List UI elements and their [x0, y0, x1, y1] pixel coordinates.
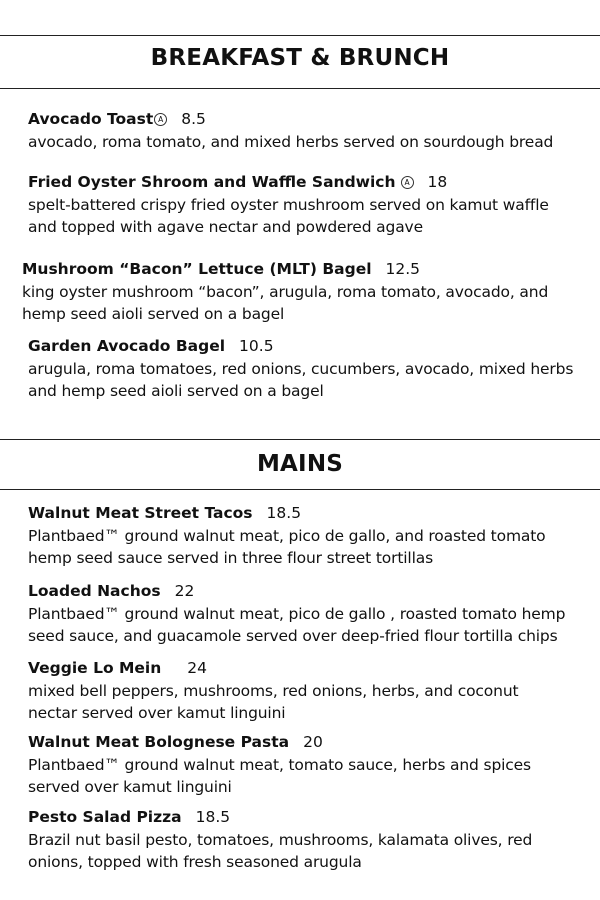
menu-item-garden-avocado-bagel [28, 336, 600, 402]
menu-item-fried-oyster-shroom-waffle-sandwich [28, 172, 600, 238]
menu-item-veggie-lo-mein [28, 658, 600, 724]
menu-item-name: Pesto Salad Pizza [28, 808, 182, 826]
menu-item-name: Fried Oyster Shroom and Waffle Sandwich [28, 173, 396, 191]
description-line: served over kamut linguini [28, 778, 232, 796]
menu-item-name: Garden Avocado Bagel [28, 337, 226, 355]
allergen-a-icon: A [401, 176, 414, 189]
menu-item-name: Mushroom “Bacon” Lettuce (MLT) Bagel [22, 260, 372, 278]
description-line: Plantbaed™ ground walnut meat, pico de gallo, and roasted tomato [28, 527, 546, 545]
mains-title-divider [0, 489, 600, 490]
menu-item-description [28, 358, 600, 402]
menu-item-header [28, 336, 600, 356]
menu-item-header [28, 581, 600, 601]
menu-item-header [28, 503, 600, 523]
menu-item-price: 18.5 [266, 504, 302, 522]
description-line: Plantbaed™ ground walnut meat, pico de gallo , roasted tomato hemp [28, 605, 566, 623]
description-line: arugula, roma tomatoes, red onions, cucumbers, avocado, mixed herbs [28, 360, 574, 378]
menu-item-description [28, 829, 600, 873]
menu-item-header [28, 732, 600, 752]
menu-item-description [28, 131, 600, 153]
menu-item-price: 22 [174, 582, 195, 600]
menu-item-price: 20 [303, 733, 323, 751]
menu-item-header [28, 172, 600, 192]
menu-item-description [28, 680, 600, 724]
menu-item-walnut-meat-bolognese-pasta [28, 732, 600, 798]
breakfast-title-divider [0, 88, 600, 89]
description-line: onions, topped with fresh seasoned arugula [28, 853, 362, 871]
allergen-a-icon: A [154, 113, 167, 126]
description-line: nectar served over kamut linguini [28, 704, 286, 722]
menu-item-description [28, 603, 600, 647]
description-line: spelt-battered crispy fried oyster mushroom served on kamut waffle [28, 196, 549, 214]
menu-item-header [28, 658, 600, 678]
menu-item-mlt-bagel [22, 259, 597, 325]
menu-item-name: Loaded Nachos [28, 582, 161, 600]
mains-top-divider [0, 439, 600, 440]
description-line: king oyster mushroom “bacon”, arugula, roma tomato, avocado, and [22, 283, 549, 301]
menu-item-header [28, 109, 600, 129]
menu-item-price: 12.5 [385, 260, 421, 278]
menu-item-name: Walnut Meat Bolognese Pasta [28, 733, 290, 751]
menu-item-description [28, 754, 600, 798]
menu-item-header [28, 807, 600, 827]
mains-section-title: MAINS [256, 451, 344, 477]
menu-item-description [22, 281, 597, 325]
description-line: avocado, roma tomato, and mixed herbs served on sourdough bread [28, 133, 554, 151]
description-line: Brazil nut basil pesto, tomatoes, mushrooms, kalamata olives, red [28, 831, 533, 849]
description-line: seed sauce, and guacamole served over deep-fried flour tortilla chips [28, 627, 558, 645]
menu-item-price: 18.5 [195, 808, 231, 826]
menu-item-price: 10.5 [239, 337, 274, 355]
menu-item-price: 24 [187, 659, 208, 677]
description-line: hemp seed aioli served on a bagel [22, 305, 285, 323]
description-line: hemp seed sauce served in three flour street tortillas [28, 549, 434, 567]
menu-item-avocado-toast [28, 109, 600, 153]
menu-item-name: Walnut Meat Street Tacos [28, 504, 253, 522]
menu-item-walnut-meat-street-tacos [28, 503, 600, 569]
menu-item-header [22, 259, 597, 279]
menu-item-description [28, 194, 600, 238]
top-divider [0, 35, 600, 36]
menu-item-price: 8.5 [181, 110, 206, 128]
description-line: and topped with agave nectar and powdered agave [28, 218, 423, 236]
menu-item-name: Veggie Lo Mein [28, 659, 162, 677]
menu-item-loaded-nachos [28, 581, 600, 647]
menu-item-description [28, 525, 600, 569]
menu-item-price: 18 [427, 173, 448, 191]
description-line: Plantbaed™ ground walnut meat, tomato sauce, herbs and spices [28, 756, 531, 774]
description-line: and hemp seed aioli served on a bagel [28, 382, 324, 400]
menu-item-name: Avocado Toast [28, 110, 154, 128]
breakfast-section-title: BREAKFAST & BRUNCH [150, 45, 450, 71]
menu-item-pesto-salad-pizza [28, 807, 600, 873]
description-line: mixed bell peppers, mushrooms, red onions, herbs, and coconut [28, 682, 519, 700]
